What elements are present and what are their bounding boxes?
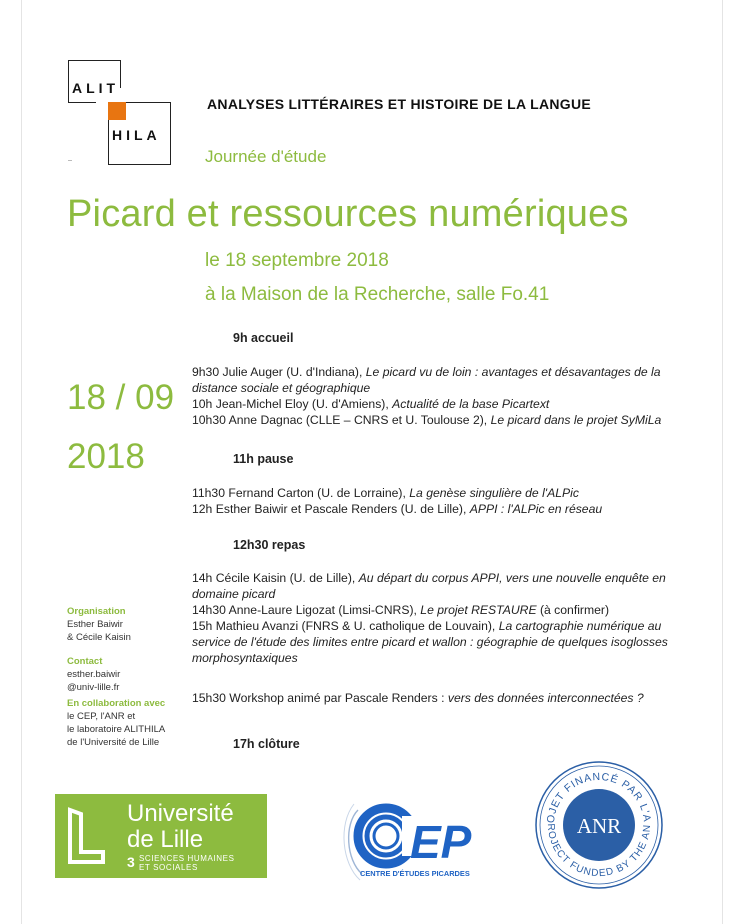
- ulille-number: 3: [127, 854, 135, 870]
- program-block-1: [192, 364, 692, 428]
- program-block-2: [192, 485, 692, 517]
- org-name-1: Esther Baiwir: [67, 619, 123, 630]
- collab-label: En collaboration avec: [67, 698, 166, 709]
- logo-line1: ALIT: [72, 80, 120, 96]
- list-item: 9h30 Julie Auger (U. d'Indiana), Le picard vu de loin : avantages et désavantages de la: [192, 365, 661, 379]
- orange-square: [108, 102, 126, 120]
- anr-badge: [532, 758, 666, 892]
- svg-text:PROJET FINANCÉ PAR L'ANR: OJET FINANCÉ PAR L'A: [544, 770, 654, 824]
- logo-line2: HILA: [112, 127, 161, 143]
- ulille-subtitle: SCIENCES HUMAINES ET SOCIALES: [139, 854, 235, 872]
- cep-logo: [340, 790, 490, 886]
- sidebar-info: [67, 605, 165, 749]
- alithila-logo: [68, 60, 172, 166]
- big-date-day-month: 18 / 09: [67, 378, 175, 417]
- list-item: 12h Esther Baiwir et Pascale Renders (U. de Lille), APPI : l'ALPic en réseau: [192, 502, 603, 516]
- list-item: 14h Cécile Kaisin (U. de Lille), Au départ du corpus APPI, vers une nouvelle enquête en: [192, 571, 666, 585]
- svg-text:PROJECT FUNDED BY THE ANR: ROJECT FUNDED BY THE AN: [544, 823, 654, 880]
- page-title: Picard et ressources numériques: [67, 193, 629, 235]
- collab-1: le CEP, l'ANR et: [67, 711, 136, 722]
- heading-pause: 11h pause: [233, 452, 294, 466]
- event-kind: Journée d'étude: [205, 147, 327, 166]
- org-label: Organisation: [67, 606, 126, 617]
- program-block-3: [192, 570, 692, 666]
- ulille-word2: de Lille: [127, 826, 204, 853]
- list-item-cont: morphosyntaxiques: [192, 651, 298, 665]
- org-name: ANALYSES LITTÉRAIRES ET HISTOIRE DE LA LANGUE: [207, 96, 592, 112]
- org-name-2: & Cécile Kaisin: [67, 632, 131, 643]
- svg-text:ANR: ANR: [576, 814, 622, 838]
- svg-text:EP: EP: [410, 816, 472, 868]
- anr-badge-icon: [532, 758, 666, 892]
- event-date: le 18 septembre 2018: [205, 250, 389, 271]
- collab-2: le laboratoire ALITHILA: [67, 724, 166, 735]
- big-date-year: 2018: [67, 437, 145, 476]
- list-item: 14h30 Anne-Laure Ligozat (Limsi-CNRS), Le projet RESTAURE (à confirmer): [192, 603, 610, 617]
- event-place: à la Maison de la Recherche, salle Fo.41: [205, 284, 550, 305]
- ulille-l-icon: [67, 804, 107, 868]
- list-item: 10h30 Anne Dagnac (CLLE – CNRS et U. Toulouse 2), Le picard dans le projet SyMiLa: [192, 413, 662, 427]
- collab-3: de l'Université de Lille: [67, 737, 160, 748]
- heading-repas: 12h30 repas: [233, 538, 306, 552]
- svg-text:CENTRE D'ÉTUDES PICARDES: CENTRE D'ÉTUDES PICARDES: [360, 869, 470, 878]
- list-item-cont: service de l'étude des limites entre picard et wallon : géographie de quelques isoglosses: [192, 635, 668, 649]
- universite-de-lille-logo: [55, 794, 267, 878]
- list-item-cont: distance sociale et géographique: [192, 381, 371, 395]
- heading-accueil: 9h accueil: [233, 331, 294, 345]
- list-item: 15h Mathieu Avanzi (FNRS & U. catholique de Louvain), La cartographie numérique au: [192, 619, 662, 633]
- contact-email-1: esther.baiwir: [67, 669, 121, 680]
- list-item: 11h30 Fernand Carton (U. de Lorraine), La genèse singulière de l'ALPic: [192, 486, 579, 500]
- contact-email-2: @univ-lille.fr: [67, 682, 120, 693]
- ulille-word1: Université: [127, 800, 234, 827]
- list-item-cont: domaine picard: [192, 587, 276, 601]
- workshop-item: 15h30 Workshop animé par Pascale Renders : vers des données interconnectées ?: [192, 691, 644, 705]
- contact-label: Contact: [67, 656, 103, 667]
- cep-emblem-icon: [340, 790, 490, 886]
- heading-cloture: 17h clôture: [233, 737, 300, 751]
- list-item: 10h Jean-Michel Eloy (U. d'Amiens), Actualité de la base Picartext: [192, 397, 550, 411]
